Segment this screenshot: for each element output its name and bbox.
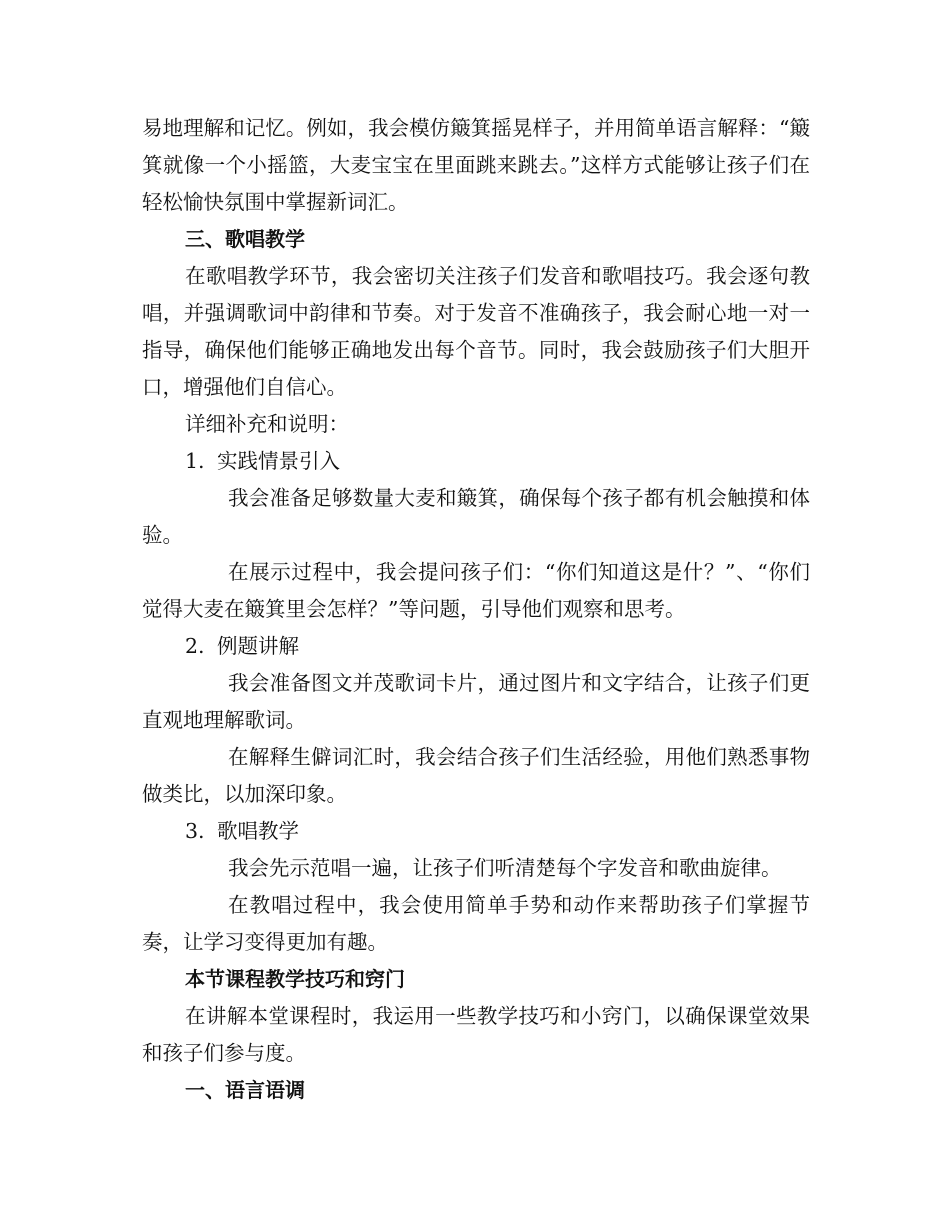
list-title: 歌唱教学 [217, 819, 299, 843]
paragraph-tips: 在讲解本堂课程时，我运用一些教学技巧和小窍门，以确保课堂效果和孩子们参与度。 [142, 1004, 810, 1065]
list-number: 2. [185, 634, 205, 658]
paragraph-intro: 易地理解和记忆。例如，我会模仿簸箕摇晃样子，并用简单语言解释：“簸箕就像一个小摇篮，大麦宝宝在里面跳来跳去。”这样方式能够让孩子们在轻松愉快氛围中掌握新词汇。 [142, 116, 810, 214]
list-number: 1. [185, 449, 205, 473]
section-heading-tips: 本节课程教学技巧和窍门 [185, 967, 405, 991]
list-title: 实践情景引入 [217, 449, 340, 473]
paragraph-singing: 在歌唱教学环节，我会密切关注孩子们发音和歌唱技巧。我会逐句教唱，并强调歌词中韵律和节奏。对于发音不准确孩子，我会耐心地一对一指导，确保他们能够正确地发出每个音节。同时，我会鼓励孩子们大胆开口，增强他们自信心。 [142, 264, 810, 399]
section-heading-language: 一、语言语调 [185, 1078, 305, 1102]
list-title: 例题讲解 [217, 634, 299, 658]
list-number: 3. [185, 819, 205, 843]
list-paragraph: 在教唱过程中，我会使用简单手势和动作来帮助孩子们掌握节奏，让学习变得更加有趣。 [142, 893, 810, 954]
list-paragraph: 在展示过程中，我会提问孩子们：“你们知道这是什？”、“你们觉得大麦在簸箕里会怎样？”等问题，引导他们观察和思考。 [142, 560, 810, 621]
list-item-1 [142, 443, 810, 480]
list-item-2 [142, 628, 810, 665]
list-paragraph: 我会准备足够数量大麦和簸箕，确保每个孩子都有机会触摸和体验。 [142, 486, 810, 547]
list-paragraph: 在解释生僻词汇时，我会结合孩子们生活经验，用他们熟悉事物做类比，以加深印象。 [142, 745, 810, 806]
list-paragraph: 我会先示范唱一遍，让孩子们听清楚每个字发音和歌曲旋律。 [228, 856, 782, 880]
list-paragraph: 我会准备图文并茂歌词卡片，通过图片和文字结合，让孩子们更直观地理解歌词。 [142, 671, 810, 732]
document-body [142, 110, 810, 1109]
paragraph-details-label: 详细补充和说明： [185, 412, 349, 436]
list-item-3 [142, 813, 810, 850]
section-heading-singing: 三、歌唱教学 [185, 227, 305, 251]
